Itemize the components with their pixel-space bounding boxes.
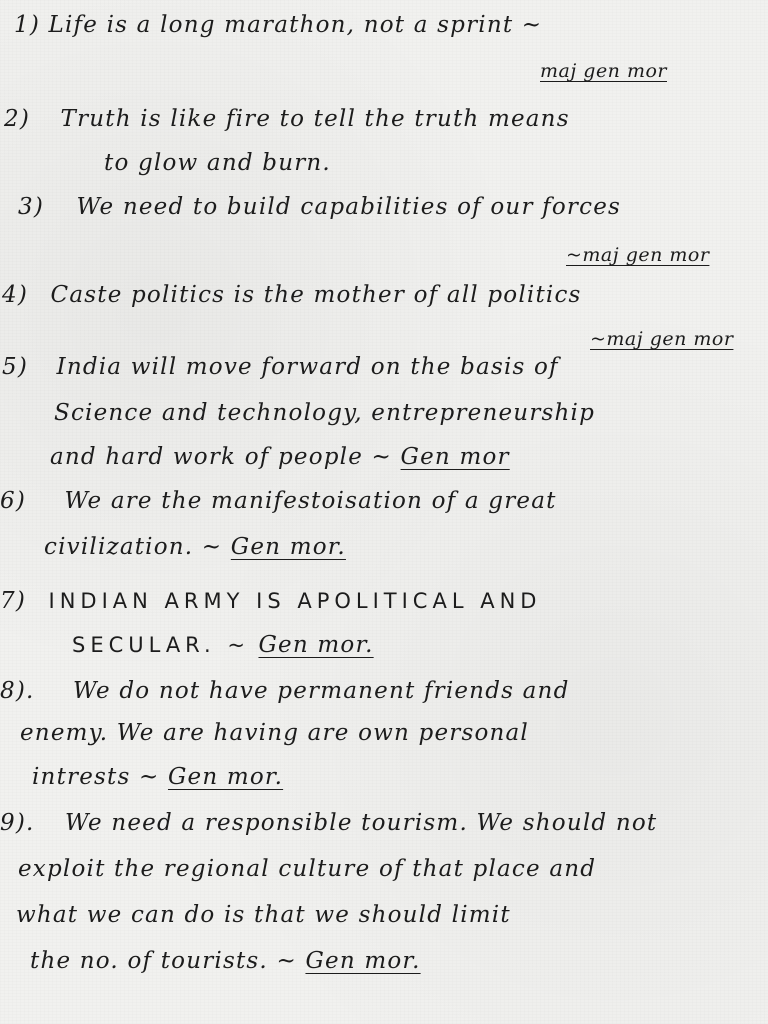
- quote-line: Science and technology, entrepreneurship: [54, 400, 596, 426]
- quote-attribution: Gen mor.: [258, 632, 374, 658]
- quote-number: 3): [18, 194, 45, 220]
- quote-3: [18, 196, 621, 219]
- quote-2: [4, 108, 570, 131]
- quote-line: Truth is like fire to tell the truth means: [60, 106, 570, 132]
- quote-attribution: Gen mor.: [167, 764, 284, 790]
- quote-number: 2): [4, 106, 31, 132]
- quote-line: INDIAN ARMY IS APOLITICAL AND: [48, 589, 542, 613]
- quote-number: 6): [0, 488, 27, 514]
- quote-line: what we can do is that we should limit: [16, 902, 511, 928]
- quote-attribution: ~maj gen mor: [590, 328, 734, 350]
- quote-line: Caste politics is the mother of all politics: [50, 282, 582, 308]
- quote-4: [2, 284, 582, 307]
- quote-line: We need to build capabilities of our forces: [76, 194, 622, 220]
- quote-9: [0, 812, 657, 835]
- quote-line: Life is a long marathon, not a sprint ~: [48, 12, 543, 38]
- quote-line: exploit the regional culture of that place and: [18, 856, 597, 882]
- quote-line: India will move forward on the basis of: [56, 354, 559, 380]
- quote-9-last-line: [30, 950, 421, 973]
- quote-line: SECULAR. ~: [72, 633, 250, 657]
- quote-line: to glow and burn.: [104, 150, 331, 176]
- quote-7: [0, 590, 541, 613]
- quote-number: 9).: [0, 810, 35, 836]
- quote-6-last-line: [44, 536, 346, 559]
- quote-line: We need a responsible tourism. We should not: [65, 810, 658, 836]
- quote-number: 4): [2, 282, 29, 308]
- quote-attribution: maj gen mor: [540, 60, 667, 82]
- quote-attribution: Gen mor: [400, 444, 510, 470]
- quote-number: 8).: [0, 678, 35, 704]
- quote-number: 7): [0, 588, 27, 614]
- quote-line: We are the manifestoisation of a great: [64, 488, 557, 514]
- quote-5-last-line: [50, 446, 510, 469]
- quote-8: [0, 680, 570, 703]
- quote-8-last-line: [32, 766, 283, 789]
- quote-line: We do not have permanent friends and: [73, 678, 570, 704]
- quote-attribution: Gen mor.: [305, 948, 421, 974]
- quote-attribution: ~maj gen mor: [566, 244, 710, 266]
- quote-line: the no. of tourists. ~: [30, 948, 297, 974]
- quote-1: [14, 14, 542, 37]
- quote-line: enemy. We are having are own personal: [20, 720, 529, 746]
- quote-number: 5): [2, 354, 29, 380]
- quote-number: 1): [14, 12, 41, 38]
- quote-line: intrests ~: [32, 764, 160, 790]
- quote-attribution: Gen mor.: [230, 534, 346, 560]
- quote-7-last-line: [72, 634, 374, 657]
- quote-6: [0, 490, 557, 513]
- quote-line: civilization. ~: [44, 534, 223, 560]
- quote-line: and hard work of people ~: [50, 444, 393, 470]
- quote-5: [2, 356, 559, 379]
